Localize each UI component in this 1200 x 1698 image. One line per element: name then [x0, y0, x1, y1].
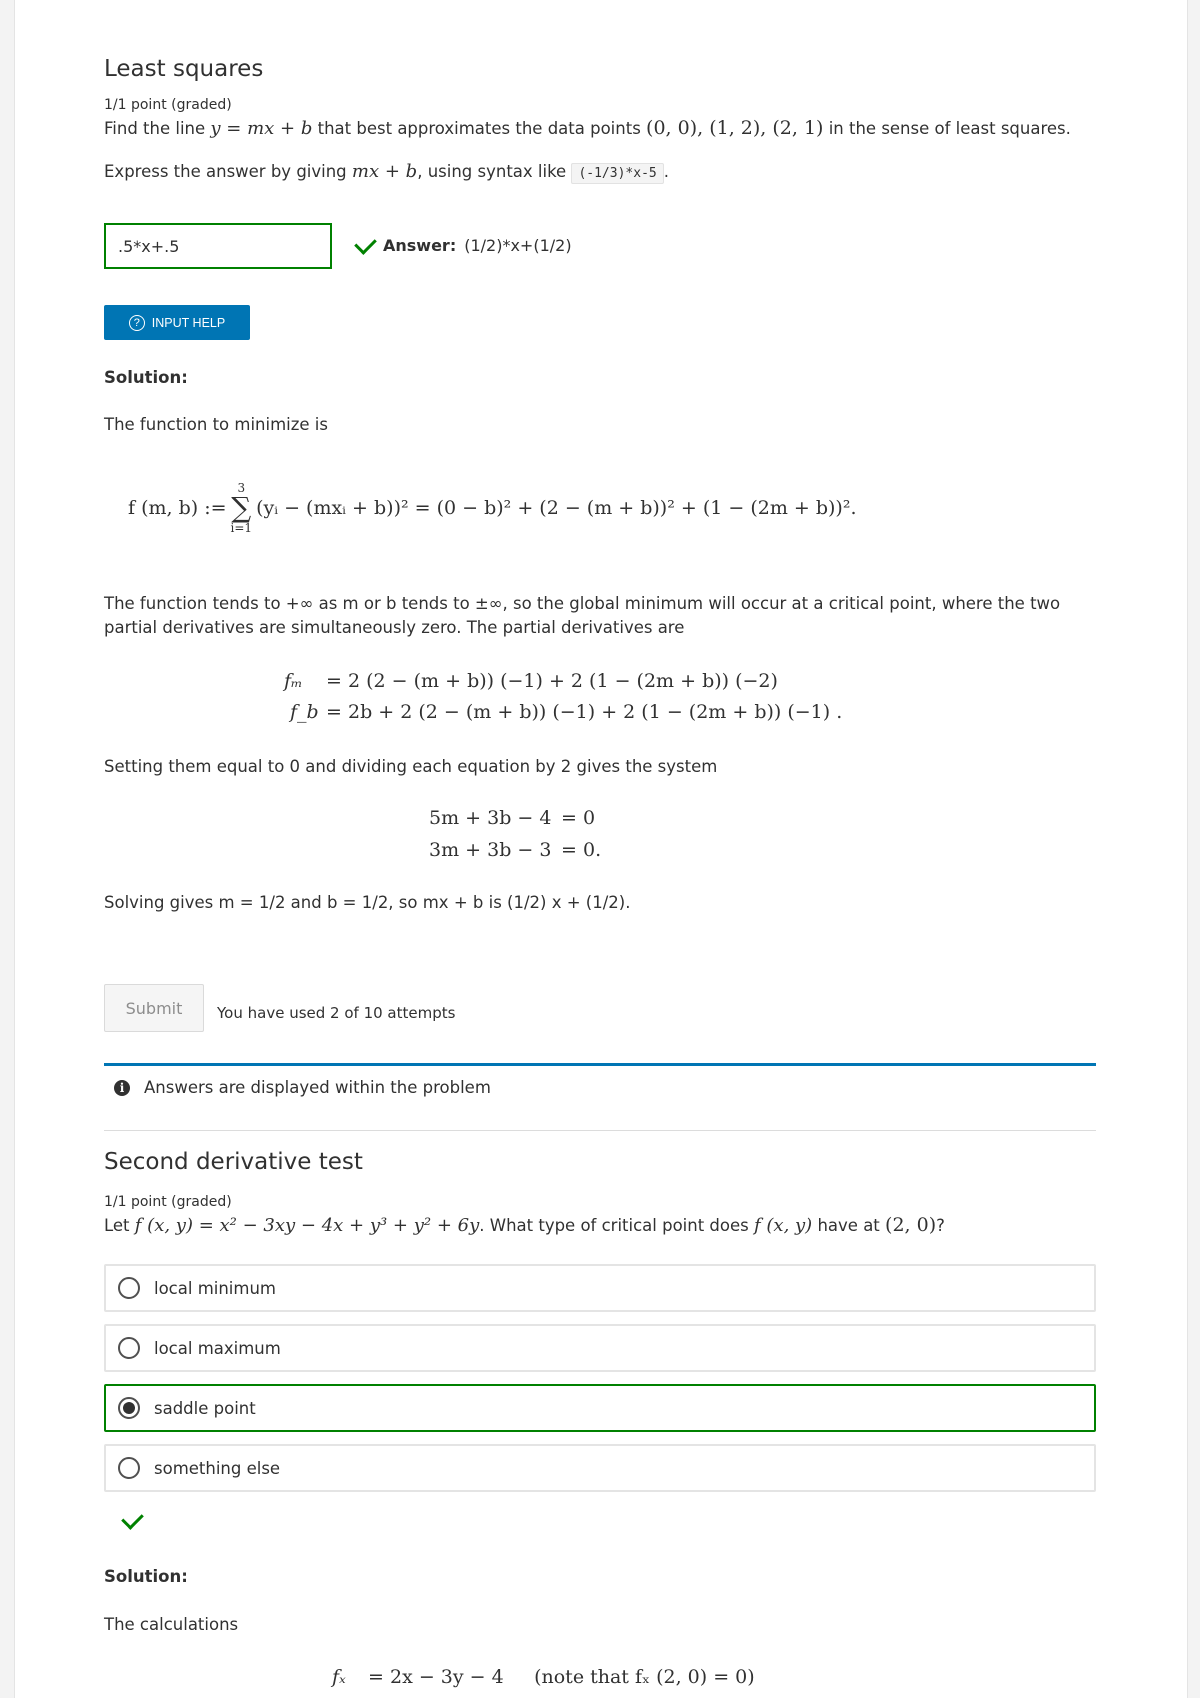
system-eq-1: 5m + 3b − 4 = 0: [429, 807, 596, 829]
problem-title: Least squares: [104, 56, 264, 82]
submit-button[interactable]: Submit: [104, 984, 204, 1032]
radio-button[interactable]: [118, 1457, 140, 1479]
choice-local-maximum[interactable]: local maximum: [104, 1324, 1096, 1372]
syntax-example: (-1/3)*x-5: [571, 163, 663, 184]
radio-button-selected[interactable]: [118, 1397, 140, 1419]
solution-label: Solution:: [104, 368, 188, 387]
choice-something-else[interactable]: something else: [104, 1444, 1096, 1492]
page: [14, 0, 1188, 1698]
problem-title: Second derivative test: [104, 1149, 363, 1175]
input-help-button[interactable]: ? INPUT HELP: [104, 305, 250, 340]
choice-local-minimum[interactable]: local minimum: [104, 1264, 1096, 1312]
solution-label: Solution:: [104, 1567, 188, 1586]
attempts-text: You have used 2 of 10 attempts: [217, 1004, 456, 1022]
objective-equation: f (m, b) := 3 ∑ i=1 (yᵢ − (mxᵢ + b))² = (0 − b)² + (2 − (m + b))² + (1 − (2m + b))².: [128, 481, 857, 535]
partial-fm: fₘ = 2 (2 − (m + b)) (−1) + 2 (1 − (2m + b)) (−2): [284, 670, 778, 692]
choice-saddle-point[interactable]: saddle point: [104, 1384, 1096, 1432]
calc-fx: fₓ = 2x − 3y − 4 (note that fₓ (2, 0) = 0): [332, 1666, 755, 1688]
question-circle-icon: ?: [129, 315, 145, 331]
partial-fb: f_b = 2b + 2 (2 − (m + b)) (−1) + 2 (1 − (2m + b)) (−1) .: [290, 701, 843, 723]
notice-divider: [104, 1063, 1096, 1066]
system-eq-2: 3m + 3b − 3 = 0.: [429, 839, 602, 861]
radio-button[interactable]: [118, 1337, 140, 1359]
check-icon: [121, 1507, 144, 1530]
problem-prompt: Find the line y = mx + b that best approximates the data points (0, 0), (1, 2), (2, 1) in the sense of least squares.: [104, 117, 1071, 139]
answer-input[interactable]: [104, 223, 332, 269]
info-circle-icon: i: [114, 1080, 130, 1096]
solution-paragraph-1: The function tends to +∞ as m or b tends to ±∞, so the global minimum will occur at a critical point, where the two partial derivatives are simultaneously zero. The partial derivatives are: [104, 594, 1061, 637]
summation: 3 ∑ i=1: [230, 481, 253, 535]
solution-intro: The calculations: [104, 1615, 239, 1634]
problem-points: 1/1 point (graded): [104, 1194, 232, 1210]
check-icon: [354, 232, 377, 255]
answers-notice: i Answers are displayed within the problem: [114, 1078, 491, 1097]
express-instruction: Express the answer by giving mx + b, using syntax like (-1/3)*x-5 .: [104, 161, 669, 182]
solution-intro: The function to minimize is: [104, 415, 328, 434]
problem-prompt: Let f (x, y) = x² − 3xy − 4x + y³ + y² + 6y. What type of critical point does f (x, y) have at (2, 0)?: [104, 1214, 945, 1236]
solution-paragraph-2: Setting them equal to 0 and dividing each equation by 2 gives the system: [104, 757, 718, 776]
problem-points: 1/1 point (graded): [104, 97, 232, 113]
section-divider: [104, 1130, 1096, 1131]
solution-paragraph-3: Solving gives m = 1/2 and b = 1/2, so mx + b is (1/2) x + (1/2).: [104, 893, 631, 912]
radio-button[interactable]: [118, 1277, 140, 1299]
answer-display: Answer: (1/2)*x+(1/2): [356, 236, 572, 255]
